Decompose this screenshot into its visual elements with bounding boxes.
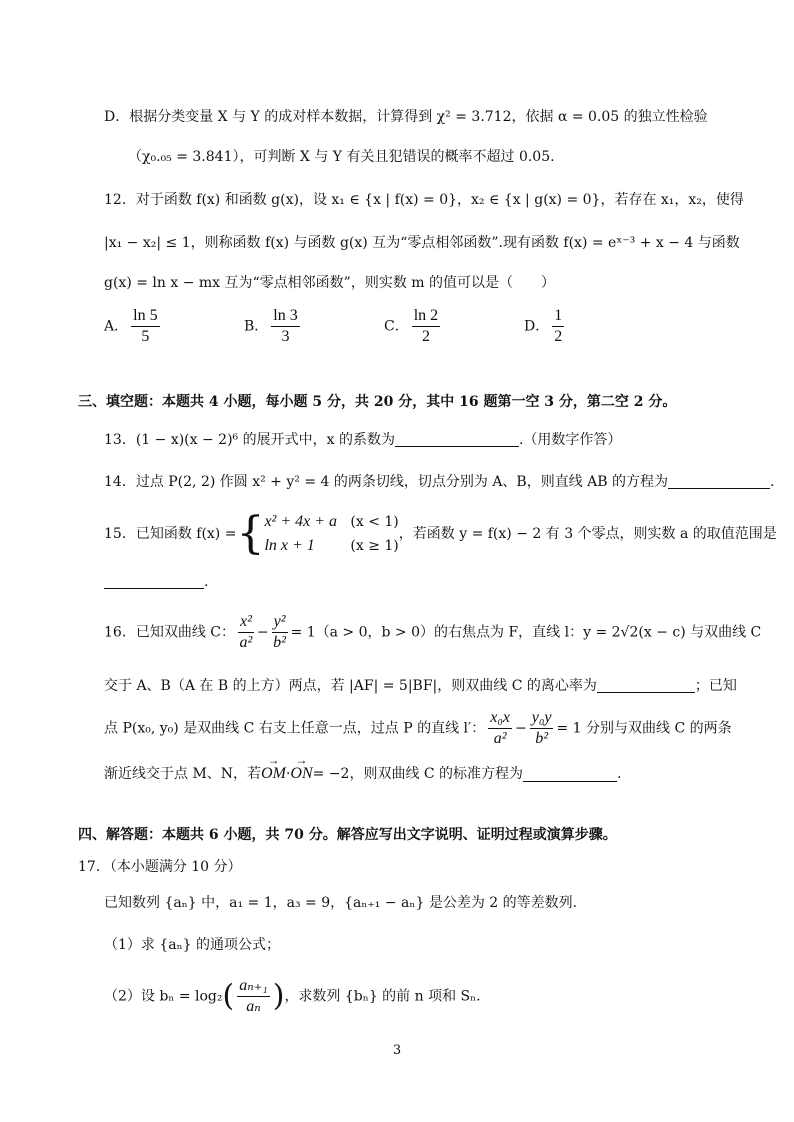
vector-on: → ON: [290, 766, 312, 782]
q13-answer-blank[interactable]: [395, 432, 519, 447]
q12-option-b[interactable]: B． $\frac{\ln 3}{3}$: [244, 307, 298, 345]
q15: 15．已知函数 f(x) ={ x² + 4x + a (x < 1) ln x + 1 (x ≥ 1) ，若函数 y = f(x) − 2 有 3 个零点，则实数 a 的取值范围是: [104, 508, 777, 559]
q14: 14．过点 P(2, 2) 作圆 x² + y² = 4 的两条切线，切点分别为 A、B，则直线 AB 的方程为 .: [104, 474, 775, 490]
q16-equation-blank[interactable]: [523, 767, 617, 782]
q12-option-a[interactable]: A． $\frac{\ln 5}{5}$: [104, 307, 158, 345]
section-4-heading: 四、解答题：本题共 6 小题，共 70 分。解答应写出文字说明、证明过程或演算步骤。: [78, 827, 617, 843]
piecewise-brace: {: [236, 508, 265, 559]
section-3-heading: 三、填空题：本题共 4 小题，每小题 5 分，共 20 分，其中 16 题第一空 3 分，第二空 2 分。: [78, 394, 677, 410]
page-number: 3: [392, 1043, 402, 1058]
q12-line1: 12．对于函数 f(x) 和函数 g(x)，设 x₁ ∈ {x | f(x) = 0}，x₂ ∈ {x | g(x) = 0}，若存在 x₁，x₂，使得: [104, 192, 744, 208]
q12-option-c[interactable]: C． $\frac{\ln 2}{2}$: [384, 307, 439, 345]
q12-line2: |x₁ − x₂| ≤ 1，则称函数 f(x) 与函数 g(x) 互为“零点相邻函数”.现有函数 f(x) = eˣ⁻³ + x − 4 与函数: [104, 235, 740, 251]
q15-answer-blank[interactable]: [104, 574, 204, 589]
q17-part1: （1）求 {aₙ} 的通项公式；: [104, 937, 281, 953]
q17-part2: （2）设 bₙ = log₂( $\frac{\text{aₙ₊₁}}{\text{aₙ}}$ )，求数列 {bₙ} 的前 n 项和 Sₙ.: [104, 977, 481, 1015]
q11-option-d-line1: D．根据分类变量 X 与 Y 的成对样本数据，计算得到 χ² = 3.712，依据 α = 0.05 的独立性检验: [104, 109, 708, 125]
vector-om: → OM: [261, 766, 286, 782]
q16-line3: 点 P(x₀, y₀) 是双曲线 C 右支上任意一点，过点 P 的直线 l′： $\frac{\text{x₀x}}{\text{a²}}$ − $\frac{\text{y₀y}}{\text{b²}}$ = 1 分别与双曲线 C 的两条: [104, 709, 732, 747]
q12-line3: g(x) = ln x − mx 互为“零点相邻函数”，则实数 m 的值可以是（ ）: [104, 275, 555, 291]
q16-eccentricity-blank[interactable]: [597, 678, 695, 693]
q16-line2: 交于 A、B（A 在 B 的上方）两点，若 |AF| = 5|BF|，则双曲线 C 的离心率为 ；已知: [104, 678, 737, 694]
q14-answer-blank[interactable]: [668, 474, 770, 489]
q13: 13．(1 − x)(x − 2)⁶ 的展开式中，x 的系数为 .（用数字作答）: [104, 432, 622, 448]
q17-title: 17．（本小题满分 10 分）: [78, 859, 242, 875]
q16-line4: 渐近线交于点 M、N，若→ OM·→ ON= −2，则双曲线 C 的标准方程为 .: [104, 766, 622, 782]
q15-answer-line: .: [104, 574, 208, 589]
q17-line1: 已知数列 {aₙ} 中，a₁ = 1，a₃ = 9，{aₙ₊₁ − aₙ} 是公差为 2 的等差数列.: [104, 895, 578, 911]
q16-line1: 16．已知双曲线 C： $\frac{\text{x²}}{\text{a²}}$ − $\frac{\text{y²}}{\text{b²}}$ = 1（a > 0，b > 0）的右焦点为 F，直线 l：y = 2√2(x − c) 与双曲线 C: [104, 613, 762, 651]
q11-option-d-line2: （χ₀.₀₅ = 3.841），可判断 X 与 Y 有关且犯错误的概率不超过 0.05.: [128, 149, 555, 165]
q12-option-d[interactable]: D． $\frac{1}{2}$: [524, 307, 563, 345]
